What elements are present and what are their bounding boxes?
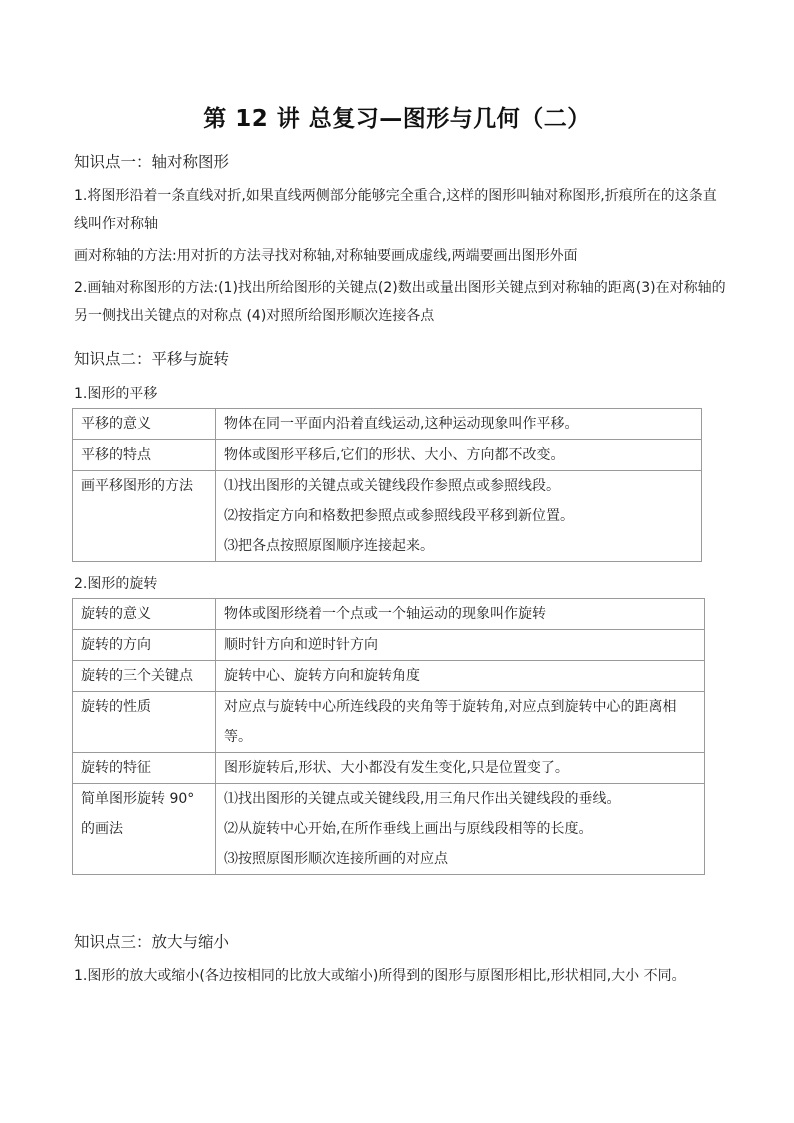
- table-row: [73, 409, 702, 440]
- table-value: 物体或图形绕着一个点或一个轴运动的现象叫作旋转: [216, 599, 705, 630]
- translation-table: [72, 408, 702, 562]
- table-key: 画平移图形的方法: [73, 471, 216, 562]
- table-key: 简单图形旋转 90° 的画法: [73, 784, 216, 875]
- paragraph-1: 1.将图形沿着一条直线对折,如果直线两侧部分能够完全重合,这样的图形叫轴对称图形,折痕所在的这条直线叫作对称轴: [74, 188, 717, 232]
- table-value: 图形旋转后,形状、大小都没有发生变化,只是位置变了。: [216, 753, 705, 784]
- table-key: 平移的特点: [73, 440, 216, 471]
- paragraph-2: 画对称轴的方法:用对折的方法寻找对称轴,对称轴要画成虚线,两端要画出图形外面: [74, 248, 578, 264]
- table-row: [73, 692, 705, 753]
- subheading-translation: 1.图形的平移: [74, 386, 158, 402]
- table-value: 对应点与旋转中心所连线段的夹角等于旋转角,对应点到旋转中心的距离相等。: [216, 692, 705, 753]
- table-row: [73, 599, 705, 630]
- table-value: ⑴找出图形的关键点或关键线段,用三角尺作出关键线段的垂线。 ⑵从旋转中心开始,在所作垂线上画出与原线段相等的长度。 ⑶按照原图形顺次连接所画的对应点: [216, 784, 705, 875]
- paragraph-4: 1.图形的放大或缩小(各边按相同的比放大或缩小)所得到的图形与原图形相比,形状相同,大小 不同。: [74, 968, 686, 984]
- table-value: 物体在同一平面内沿着直线运动,这种运动现象叫作平移。: [216, 409, 702, 440]
- section-heading-3: 知识点三：放大与缩小: [74, 933, 230, 951]
- table-value: ⑴找出图形的关键点或关键线段作参照点或参照线段。 ⑵按指定方向和格数把参照点或参照线段平移到新位置。 ⑶把各点按照原图顺序连接起来。: [216, 471, 702, 562]
- page-title: 第 12 讲 总复习—图形与几何（二）: [203, 106, 591, 132]
- table-row: [73, 661, 705, 692]
- rotation-table: [72, 598, 705, 875]
- table-row: [73, 471, 702, 562]
- table-value: 物体或图形平移后,它们的形状、大小、方向都不改变。: [216, 440, 702, 471]
- table-key: 旋转的意义: [73, 599, 216, 630]
- table-key: 旋转的性质: [73, 692, 216, 753]
- paragraph-3: 2.画轴对称图形的方法:(1)找出所给图形的关键点(2)数出或量出图形关键点到对称轴的距离(3)在对称轴的另一侧找出关键点的对称点 (4)对照所给图形顺次连接各点: [74, 280, 726, 324]
- subheading-rotation: 2.图形的旋转: [74, 576, 158, 592]
- table-key: 旋转的三个关键点: [73, 661, 216, 692]
- table-key: 旋转的特征: [73, 753, 216, 784]
- table-value: 旋转中心、旋转方向和旋转角度: [216, 661, 705, 692]
- table-row: [73, 440, 702, 471]
- table-row: [73, 784, 705, 875]
- table-row: [73, 630, 705, 661]
- table-key: 平移的意义: [73, 409, 216, 440]
- table-value: 顺时针方向和逆时针方向: [216, 630, 705, 661]
- table-row: [73, 753, 705, 784]
- section-heading-1: 知识点一：轴对称图形: [74, 153, 230, 171]
- table-key: 旋转的方向: [73, 630, 216, 661]
- section-heading-2: 知识点二：平移与旋转: [74, 350, 230, 368]
